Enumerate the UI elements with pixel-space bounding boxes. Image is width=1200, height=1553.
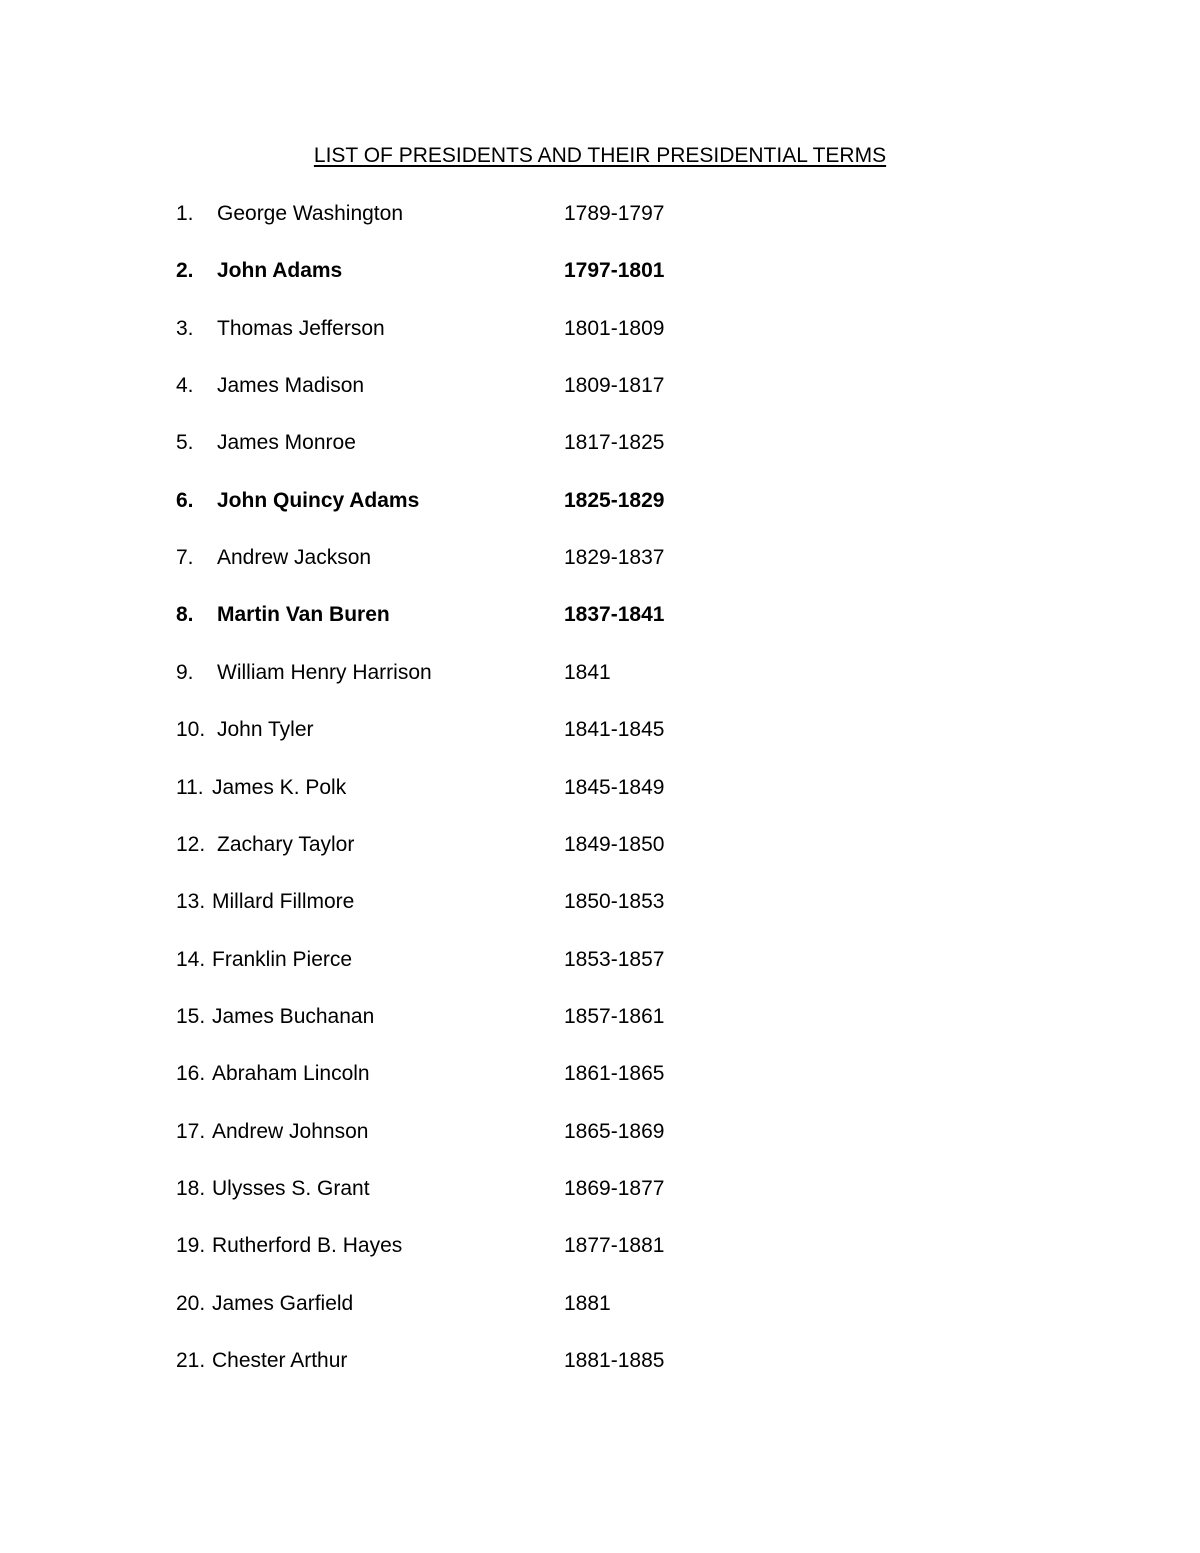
president-number: 16. [176,1062,206,1085]
president-row [0,715,900,745]
president-number: 12. [176,833,206,856]
president-number: 18. [176,1177,206,1200]
president-term: 1801-1809 [564,317,665,340]
president-number: 7. [176,546,194,569]
president-number: 17. [176,1120,206,1143]
president-name: Ulysses S. Grant [212,1177,370,1200]
document-title: LIST OF PRESIDENTS AND THEIR PRESIDENTIAL TERMS [313,144,887,167]
president-name: James Buchanan [212,1005,375,1028]
president-number: 20. [176,1292,206,1315]
president-term: 1841-1845 [564,718,665,741]
president-term: 1877-1881 [564,1234,665,1257]
president-term: 1865-1869 [564,1120,665,1143]
president-term: 1817-1825 [564,431,665,454]
president-term: 1845-1849 [564,776,665,799]
president-row [0,1059,900,1089]
president-row [0,486,900,516]
president-row [0,1231,900,1261]
president-number: 8. [176,603,194,626]
president-number: 13. [176,890,206,913]
president-term: 1869-1877 [564,1177,665,1200]
president-row [0,1002,900,1032]
president-number: 1. [176,202,194,225]
president-term: 1789-1797 [564,202,665,225]
president-number: 9. [176,661,194,684]
president-number: 14. [176,948,206,971]
president-row [0,371,900,401]
president-row [0,199,900,229]
president-name: John Adams [217,259,343,282]
president-number: 2. [176,259,194,282]
president-term: 1825-1829 [564,489,665,512]
president-term: 1797-1801 [564,259,665,282]
president-number: 15. [176,1005,206,1028]
president-number: 21. [176,1349,206,1372]
president-name: John Tyler [217,718,314,741]
president-row [0,314,900,344]
president-name: James Garfield [212,1292,354,1315]
president-name: Zachary Taylor [217,833,355,856]
president-name: Franklin Pierce [212,948,353,971]
president-name: George Washington [217,202,403,225]
president-term: 1857-1861 [564,1005,665,1028]
president-number: 10. [176,718,206,741]
president-number: 4. [176,374,194,397]
president-row [0,945,900,975]
president-name: Rutherford B. Hayes [212,1234,403,1257]
president-number: 11. [176,776,204,799]
president-term: 1853-1857 [564,948,665,971]
president-number: 5. [176,431,194,454]
president-name: James K. Polk [212,776,347,799]
president-name: Martin Van Buren [217,603,390,626]
president-row [0,543,900,573]
president-name: Abraham Lincoln [212,1062,370,1085]
president-number: 6. [176,489,194,512]
president-term: 1881 [564,1292,611,1315]
president-row [0,887,900,917]
president-name: Thomas Jefferson [217,317,385,340]
president-term: 1850-1853 [564,890,665,913]
president-name: Andrew Jackson [217,546,372,569]
president-row [0,830,900,860]
president-number: 19. [176,1234,206,1257]
president-name: John Quincy Adams [217,489,420,512]
president-name: Andrew Johnson [212,1120,369,1143]
president-name: William Henry Harrison [217,661,432,684]
president-row [0,1174,900,1204]
president-name: James Monroe [217,431,356,454]
president-term: 1837-1841 [564,603,665,626]
president-name: Millard Fillmore [212,890,355,913]
president-term: 1809-1817 [564,374,665,397]
president-name: Chester Arthur [212,1349,348,1372]
president-number: 3. [176,317,194,340]
president-name: James Madison [217,374,365,397]
president-row [0,1289,900,1319]
president-term: 1861-1865 [564,1062,665,1085]
president-term: 1849-1850 [564,833,665,856]
president-row [0,1346,900,1376]
president-term: 1841 [564,661,611,684]
president-row [0,658,900,688]
president-term: 1829-1837 [564,546,665,569]
president-row [0,256,900,286]
president-row [0,600,900,630]
president-row [0,428,900,458]
president-term: 1881-1885 [564,1349,665,1372]
president-row [0,1117,900,1147]
president-row [0,773,900,803]
